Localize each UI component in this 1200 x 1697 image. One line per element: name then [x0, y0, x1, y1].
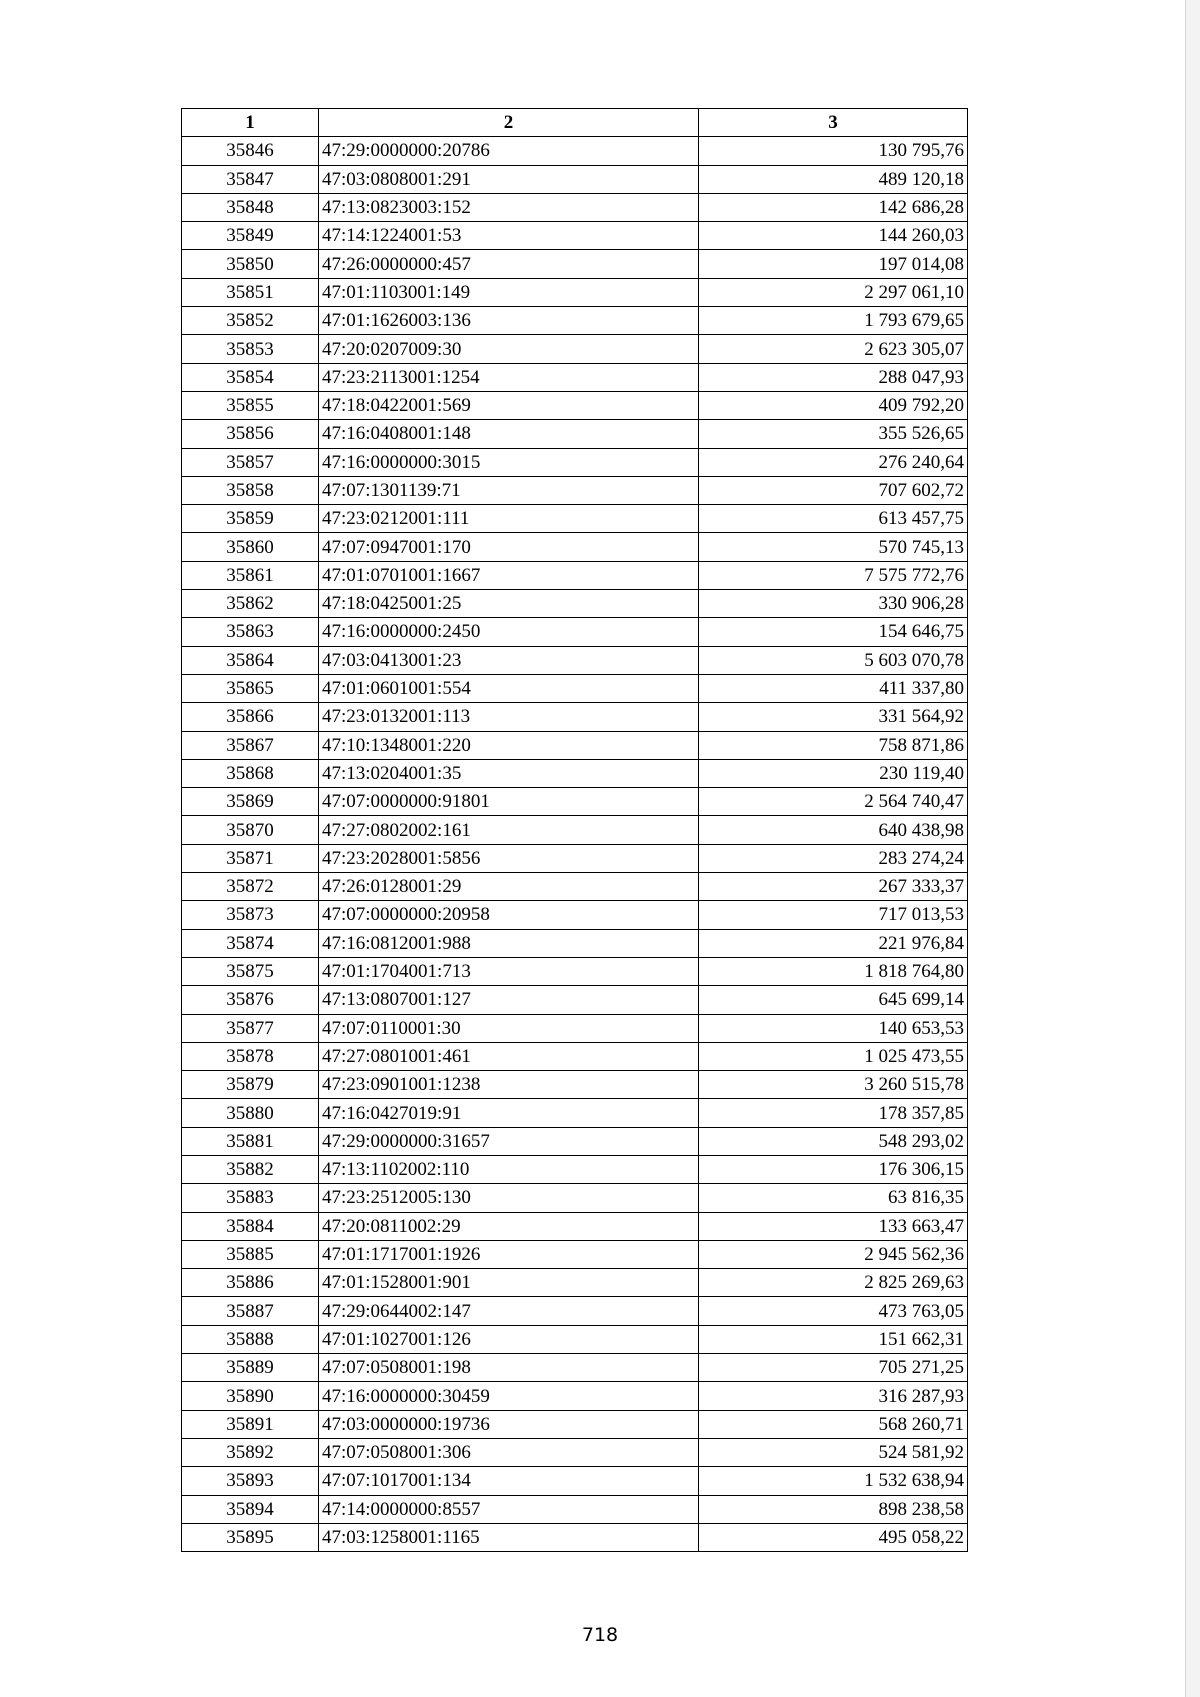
- row-number-cell: 35891: [182, 1410, 319, 1438]
- cadastral-number-cell: 47:16:0000000:30459: [319, 1382, 699, 1410]
- value-cell: 489 120,18: [699, 165, 968, 193]
- table-row: [182, 1269, 968, 1297]
- table-row: [182, 1354, 968, 1382]
- table-row: [182, 448, 968, 476]
- table-header: [182, 109, 968, 137]
- cadastral-number-cell: 47:13:0807001:127: [319, 986, 699, 1014]
- cadastral-number-cell: 47:07:1017001:134: [319, 1467, 699, 1495]
- table-row: [182, 929, 968, 957]
- row-number-cell: 35854: [182, 363, 319, 391]
- table-row: [182, 165, 968, 193]
- table-row: [182, 1127, 968, 1155]
- value-cell: 331 564,92: [699, 703, 968, 731]
- row-number-cell: 35866: [182, 703, 319, 731]
- value-cell: 707 602,72: [699, 476, 968, 504]
- value-cell: 63 816,35: [699, 1184, 968, 1212]
- table-row: [182, 646, 968, 674]
- table-row: [182, 957, 968, 985]
- row-number-cell: 35895: [182, 1523, 319, 1551]
- row-number-cell: 35870: [182, 816, 319, 844]
- value-cell: 473 763,05: [699, 1297, 968, 1325]
- row-number-cell: 35858: [182, 476, 319, 504]
- cadastral-number-cell: 47:23:0212001:111: [319, 505, 699, 533]
- row-number-cell: 35881: [182, 1127, 319, 1155]
- row-number-cell: 35862: [182, 590, 319, 618]
- value-cell: 130 795,76: [699, 137, 968, 165]
- value-cell: 197 014,08: [699, 250, 968, 278]
- row-number-cell: 35884: [182, 1212, 319, 1240]
- table-row: [182, 307, 968, 335]
- row-number-cell: 35867: [182, 731, 319, 759]
- value-cell: 221 976,84: [699, 929, 968, 957]
- table-row: [182, 137, 968, 165]
- cadastral-number-cell: 47:23:2113001:1254: [319, 363, 699, 391]
- value-cell: 330 906,28: [699, 590, 968, 618]
- cadastral-number-cell: 47:01:1103001:149: [319, 278, 699, 306]
- cadastral-number-cell: 47:10:1348001:220: [319, 731, 699, 759]
- row-number-cell: 35859: [182, 505, 319, 533]
- cadastral-number-cell: 47:13:0204001:35: [319, 759, 699, 787]
- row-number-cell: 35869: [182, 788, 319, 816]
- table-row: [182, 533, 968, 561]
- table-row: [182, 986, 968, 1014]
- value-cell: 568 260,71: [699, 1410, 968, 1438]
- value-cell: 705 271,25: [699, 1354, 968, 1382]
- value-cell: 267 333,37: [699, 873, 968, 901]
- row-number-cell: 35873: [182, 901, 319, 929]
- row-number-cell: 35857: [182, 448, 319, 476]
- column-header-1: 1: [182, 109, 319, 137]
- row-number-cell: 35888: [182, 1325, 319, 1353]
- cadastral-number-cell: 47:13:0823003:152: [319, 193, 699, 221]
- cadastral-number-cell: 47:03:1258001:1165: [319, 1523, 699, 1551]
- cadastral-number-cell: 47:01:1717001:1926: [319, 1240, 699, 1268]
- table-row: [182, 1014, 968, 1042]
- value-cell: 133 663,47: [699, 1212, 968, 1240]
- table-row: [182, 193, 968, 221]
- cadastral-number-cell: 47:03:0000000:19736: [319, 1410, 699, 1438]
- row-number-cell: 35875: [182, 957, 319, 985]
- cadastral-number-cell: 47:29:0644002:147: [319, 1297, 699, 1325]
- table-row: [182, 1523, 968, 1551]
- table-row: [182, 278, 968, 306]
- row-number-cell: 35848: [182, 193, 319, 221]
- cadastral-number-cell: 47:23:2512005:130: [319, 1184, 699, 1212]
- cadastral-number-cell: 47:07:0508001:198: [319, 1354, 699, 1382]
- cadastral-number-cell: 47:07:0110001:30: [319, 1014, 699, 1042]
- value-cell: 645 699,14: [699, 986, 968, 1014]
- table-row: [182, 1155, 968, 1183]
- row-number-cell: 35874: [182, 929, 319, 957]
- value-cell: 2 564 740,47: [699, 788, 968, 816]
- value-cell: 230 119,40: [699, 759, 968, 787]
- cadastral-number-cell: 47:07:1301139:71: [319, 476, 699, 504]
- row-number-cell: 35871: [182, 844, 319, 872]
- table-row: [182, 1071, 968, 1099]
- value-cell: 409 792,20: [699, 391, 968, 419]
- cadastral-number-cell: 47:14:0000000:8557: [319, 1495, 699, 1523]
- row-number-cell: 35850: [182, 250, 319, 278]
- table-row: [182, 1042, 968, 1070]
- row-number-cell: 35861: [182, 561, 319, 589]
- cadastral-number-cell: 47:27:0802002:161: [319, 816, 699, 844]
- value-cell: 142 686,28: [699, 193, 968, 221]
- value-cell: 176 306,15: [699, 1155, 968, 1183]
- row-number-cell: 35882: [182, 1155, 319, 1183]
- value-cell: 1 793 679,65: [699, 307, 968, 335]
- cadastral-number-cell: 47:01:1704001:713: [319, 957, 699, 985]
- cadastral-number-cell: 47:18:0425001:25: [319, 590, 699, 618]
- row-number-cell: 35887: [182, 1297, 319, 1325]
- row-number-cell: 35864: [182, 646, 319, 674]
- table-body: [182, 137, 968, 1552]
- cadastral-number-cell: 47:26:0128001:29: [319, 873, 699, 901]
- column-header-2: 2: [319, 109, 699, 137]
- row-number-cell: 35847: [182, 165, 319, 193]
- table-row: [182, 590, 968, 618]
- table-row: [182, 759, 968, 787]
- table-row: [182, 250, 968, 278]
- cadastral-number-cell: 47:14:1224001:53: [319, 222, 699, 250]
- value-cell: 355 526,65: [699, 420, 968, 448]
- value-cell: 2 623 305,07: [699, 335, 968, 363]
- table-row: [182, 1495, 968, 1523]
- cadastral-number-cell: 47:16:0408001:148: [319, 420, 699, 448]
- row-number-cell: 35863: [182, 618, 319, 646]
- value-cell: 411 337,80: [699, 674, 968, 702]
- row-number-cell: 35868: [182, 759, 319, 787]
- table-row: [182, 703, 968, 731]
- cadastral-number-cell: 47:01:1528001:901: [319, 1269, 699, 1297]
- cadastral-number-cell: 47:18:0422001:569: [319, 391, 699, 419]
- column-header-3: 3: [699, 109, 968, 137]
- page-edge: [1185, 0, 1200, 1697]
- value-cell: 717 013,53: [699, 901, 968, 929]
- row-number-cell: 35886: [182, 1269, 319, 1297]
- table-row: [182, 222, 968, 250]
- value-cell: 898 238,58: [699, 1495, 968, 1523]
- value-cell: 1 025 473,55: [699, 1042, 968, 1070]
- table-row: [182, 476, 968, 504]
- value-cell: 151 662,31: [699, 1325, 968, 1353]
- cadastral-number-cell: 47:01:1626003:136: [319, 307, 699, 335]
- table-row: [182, 391, 968, 419]
- value-cell: 288 047,93: [699, 363, 968, 391]
- value-cell: 154 646,75: [699, 618, 968, 646]
- cadastral-number-cell: 47:01:0601001:554: [319, 674, 699, 702]
- row-number-cell: 35851: [182, 278, 319, 306]
- row-number-cell: 35865: [182, 674, 319, 702]
- header-row: [182, 109, 968, 137]
- row-number-cell: 35892: [182, 1438, 319, 1466]
- row-number-cell: 35876: [182, 986, 319, 1014]
- table-row: [182, 873, 968, 901]
- row-number-cell: 35879: [182, 1071, 319, 1099]
- registry-table: [181, 108, 968, 1552]
- table-row: [182, 1325, 968, 1353]
- table-row: [182, 1410, 968, 1438]
- row-number-cell: 35877: [182, 1014, 319, 1042]
- cadastral-number-cell: 47:03:0808001:291: [319, 165, 699, 193]
- table-row: [182, 561, 968, 589]
- table-row: [182, 618, 968, 646]
- value-cell: 144 260,03: [699, 222, 968, 250]
- value-cell: 613 457,75: [699, 505, 968, 533]
- table-row: [182, 335, 968, 363]
- row-number-cell: 35872: [182, 873, 319, 901]
- row-number-cell: 35849: [182, 222, 319, 250]
- cadastral-number-cell: 47:27:0801001:461: [319, 1042, 699, 1070]
- table-row: [182, 844, 968, 872]
- table-row: [182, 363, 968, 391]
- row-number-cell: 35893: [182, 1467, 319, 1495]
- value-cell: 5 603 070,78: [699, 646, 968, 674]
- row-number-cell: 35890: [182, 1382, 319, 1410]
- cadastral-number-cell: 47:16:0427019:91: [319, 1099, 699, 1127]
- page-number: 718: [581, 1624, 619, 1646]
- cadastral-number-cell: 47:16:0812001:988: [319, 929, 699, 957]
- table-row: [182, 674, 968, 702]
- cadastral-number-cell: 47:03:0413001:23: [319, 646, 699, 674]
- value-cell: 276 240,64: [699, 448, 968, 476]
- value-cell: 495 058,22: [699, 1523, 968, 1551]
- cadastral-number-cell: 47:23:2028001:5856: [319, 844, 699, 872]
- value-cell: 2 825 269,63: [699, 1269, 968, 1297]
- row-number-cell: 35880: [182, 1099, 319, 1127]
- value-cell: 548 293,02: [699, 1127, 968, 1155]
- cadastral-number-cell: 47:07:0508001:306: [319, 1438, 699, 1466]
- table-row: [182, 1212, 968, 1240]
- cadastral-number-cell: 47:13:1102002:110: [319, 1155, 699, 1183]
- row-number-cell: 35846: [182, 137, 319, 165]
- cadastral-number-cell: 47:23:0901001:1238: [319, 1071, 699, 1099]
- table-row: [182, 1467, 968, 1495]
- value-cell: 140 653,53: [699, 1014, 968, 1042]
- table-row: [182, 1438, 968, 1466]
- cadastral-number-cell: 47:07:0000000:20958: [319, 901, 699, 929]
- cadastral-number-cell: 47:16:0000000:2450: [319, 618, 699, 646]
- value-cell: 570 745,13: [699, 533, 968, 561]
- value-cell: 640 438,98: [699, 816, 968, 844]
- cadastral-number-cell: 47:01:0701001:1667: [319, 561, 699, 589]
- cadastral-number-cell: 47:20:0811002:29: [319, 1212, 699, 1240]
- table-row: [182, 1240, 968, 1268]
- row-number-cell: 35889: [182, 1354, 319, 1382]
- cadastral-number-cell: 47:07:0000000:91801: [319, 788, 699, 816]
- value-cell: 1 818 764,80: [699, 957, 968, 985]
- value-cell: 758 871,86: [699, 731, 968, 759]
- value-cell: 178 357,85: [699, 1099, 968, 1127]
- row-number-cell: 35885: [182, 1240, 319, 1268]
- row-number-cell: 35860: [182, 533, 319, 561]
- table-row: [182, 788, 968, 816]
- value-cell: 316 287,93: [699, 1382, 968, 1410]
- table-row: [182, 1184, 968, 1212]
- cadastral-number-cell: 47:16:0000000:3015: [319, 448, 699, 476]
- value-cell: 3 260 515,78: [699, 1071, 968, 1099]
- row-number-cell: 35852: [182, 307, 319, 335]
- table-row: [182, 1382, 968, 1410]
- row-number-cell: 35856: [182, 420, 319, 448]
- cadastral-number-cell: 47:29:0000000:20786: [319, 137, 699, 165]
- table-row: [182, 505, 968, 533]
- cadastral-number-cell: 47:07:0947001:170: [319, 533, 699, 561]
- value-cell: 1 532 638,94: [699, 1467, 968, 1495]
- table-row: [182, 1297, 968, 1325]
- value-cell: 2 945 562,36: [699, 1240, 968, 1268]
- value-cell: 2 297 061,10: [699, 278, 968, 306]
- table-row: [182, 420, 968, 448]
- cadastral-number-cell: 47:01:1027001:126: [319, 1325, 699, 1353]
- row-number-cell: 35853: [182, 335, 319, 363]
- table-row: [182, 1099, 968, 1127]
- cadastral-number-cell: 47:23:0132001:113: [319, 703, 699, 731]
- table-row: [182, 731, 968, 759]
- cadastral-number-cell: 47:26:0000000:457: [319, 250, 699, 278]
- row-number-cell: 35878: [182, 1042, 319, 1070]
- value-cell: 7 575 772,76: [699, 561, 968, 589]
- row-number-cell: 35855: [182, 391, 319, 419]
- table-row: [182, 901, 968, 929]
- cadastral-number-cell: 47:20:0207009:30: [319, 335, 699, 363]
- value-cell: 524 581,92: [699, 1438, 968, 1466]
- cadastral-number-cell: 47:29:0000000:31657: [319, 1127, 699, 1155]
- row-number-cell: 35883: [182, 1184, 319, 1212]
- row-number-cell: 35894: [182, 1495, 319, 1523]
- value-cell: 283 274,24: [699, 844, 968, 872]
- table-row: [182, 816, 968, 844]
